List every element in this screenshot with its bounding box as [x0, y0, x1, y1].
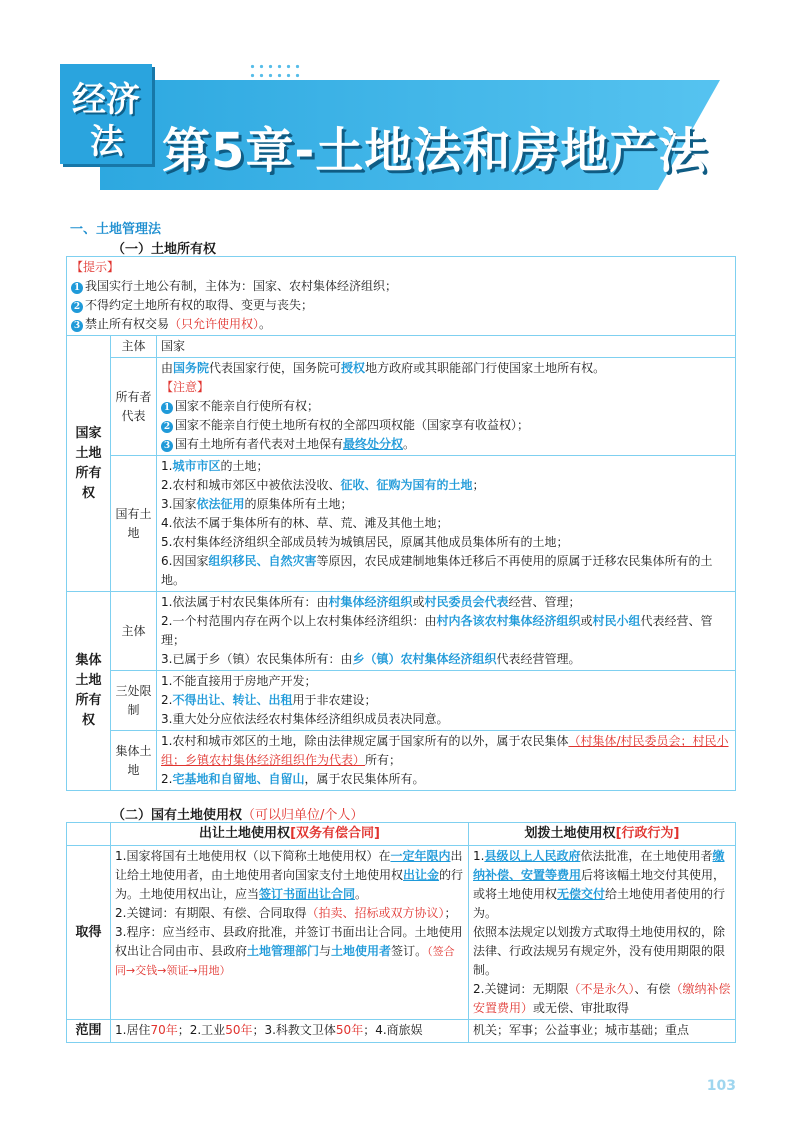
subsection-title: （一）土地所有权 [112, 242, 217, 257]
tips-row [67, 257, 736, 336]
subject-tag [60, 64, 152, 164]
scope-label: 范围 [67, 1020, 111, 1043]
chapter-title: 第5章-土地法和房地产法 [162, 123, 708, 179]
state-land-row [67, 456, 736, 592]
acquisition-label: 取得 [67, 846, 111, 1020]
allocation-scope-cell: 机关；军事；公益事业；城市基础；重点 [469, 1020, 736, 1043]
page-number: 103 [706, 1078, 736, 1094]
land-use-right-table [66, 822, 736, 1043]
number-badge: 1 [71, 282, 83, 294]
subject-value: 国家 [157, 336, 736, 358]
table-header-row [67, 823, 736, 846]
state-land-label: 国有土地 [111, 456, 157, 592]
acquisition-row [67, 846, 736, 1020]
scope-row [67, 1020, 736, 1043]
collective-ownership-label: 集体土地所有权 [67, 592, 111, 791]
owner-rep-label: 所有者代表 [111, 358, 157, 456]
tips-item: 1 我国实行土地公有制，主体为：国家、农村集体经济组织； [71, 277, 731, 296]
chapter-banner [0, 0, 800, 200]
section-title: 一、土地管理法 [70, 222, 162, 237]
number-badge: 1 [161, 402, 173, 414]
number-badge: 2 [71, 301, 83, 313]
tips-item: 2 不得约定土地所有权的取得、变更与丧失； [71, 296, 731, 315]
number-badge: 2 [161, 421, 173, 433]
three-limits-content: 1.不能直接用于房地产开发； 2.不得出让、转让、出租用于非农建设； 3.重大处分应依法经农村集体经济组织成员表决同意。 [157, 671, 736, 731]
column-header-allocation: 划拨土地使用权[行政行为] [469, 823, 736, 846]
transfer-scope-cell: 1.居住70年；2.工业50年；3.科教文卫体50年；4.商旅娱 [111, 1020, 469, 1043]
note-label: 【注意】 [161, 380, 210, 394]
tips-item: 3 禁止所有权交易（只允许使用权）。 [71, 315, 731, 334]
collective-land-row [67, 731, 736, 791]
collective-land-label: 集体土地 [111, 731, 157, 791]
column-header-transfer: 出让土地使用权[双务有偿合同] [111, 823, 469, 846]
owner-rep-content: 由国务院代表国家行使，国务院可授权地方政府或其职能部门行使国家土地所有权。 【注意】 1 国家不能亲自行使所有权； 2 国家不能亲自行使土地所有权的全部四项权能（国家享有收益权）； 3 国有土地所有者代表对土地保有最终处分权。 [157, 358, 736, 456]
state-land-content: 1.城市市区的土地； 2.农村和城市郊区中被依法没收、征收、征购为国有的土地； 3.国家依法征用的原集体所有土地； 4.依法不属于集体所有的林、草、荒、滩及其他土地； 5.农村集体经济组织全部成员转为城镇居民，原属其他成员集体所有的土地； 6.因国家组织移民、自然灾害等原因，农民成建制地集体迁移后不再使用的原属于迁移农民集体所有的土地。 [157, 456, 736, 592]
subject-tag-line2: 法 [90, 122, 124, 162]
three-limits-label: 三处限制 [111, 671, 157, 731]
state-subject-row [67, 336, 736, 358]
state-rep-row [67, 358, 736, 456]
collective-limit-row [67, 671, 736, 731]
tips-label: 【提示】 [71, 260, 120, 274]
allocation-acquisition-cell: 1.县级以上人民政府依法批准，在土地使用者缴纳补偿、安置等费用后将该幅土地交付其使用，或将土地使用权无偿交付给土地使用者使用的行为。 依照本法规定以划拨方式取得土地使用权的，除法律、行政法规另有规定外，没有使用期限的限制。 2.关键词：无期限（不是永久）、有偿（缴纳补偿安置费用）或无偿、审批取得 [469, 846, 736, 1020]
collective-land-content: 1.农村和城市郊区的土地，除由法律规定属于国家所有的以外，属于农民集体（村集体/村民委员会；村民小组；乡镇农村集体经济组织作为代表）所有； 2.宅基地和自留地、自留山，属于农民集体所有。 [157, 731, 736, 791]
subject-tag-line1: 经济 [72, 80, 140, 120]
number-badge: 3 [161, 440, 173, 452]
collective-subject-row [67, 592, 736, 671]
subject-label: 主体 [111, 592, 157, 671]
subject-label: 主体 [111, 336, 157, 358]
tips-cell [67, 257, 736, 336]
land-ownership-table [66, 256, 736, 791]
transfer-acquisition-cell: 1.国家将国有土地使用权（以下简称土地使用权）在一定年限内出让给土地使用者，由土地使用者向国家支付土地使用权出让金的行为。土地使用权出让，应当签订书面出让合同。 2.关键词：有期限、有偿、合同取得（拍卖、招标或双方协议）； 3.程序：应当经市、县政府批准，并签订书面出让合同。土地使用权出让合同由市、县政府土地管理部门与土地使用者签订。（签合同→交钱→领证→用地） [111, 846, 469, 1020]
state-ownership-label: 国家土地所有权 [67, 336, 111, 592]
collective-subject-content: 1.依法属于村农民集体所有：由村集体经济组织或村民委员会代表经营、管理； 2.一个村范围内存在两个以上农村集体经济组织：由村内各该农村集体经济组织或村民小组代表经营、管理； 3.已属于乡（镇）农民集体所有：由乡（镇）农村集体经济组织代表经营管理。 [157, 592, 736, 671]
number-badge: 3 [71, 320, 83, 332]
subsection-title: （二）国有土地使用权（可以归单位/个人） [112, 808, 364, 823]
